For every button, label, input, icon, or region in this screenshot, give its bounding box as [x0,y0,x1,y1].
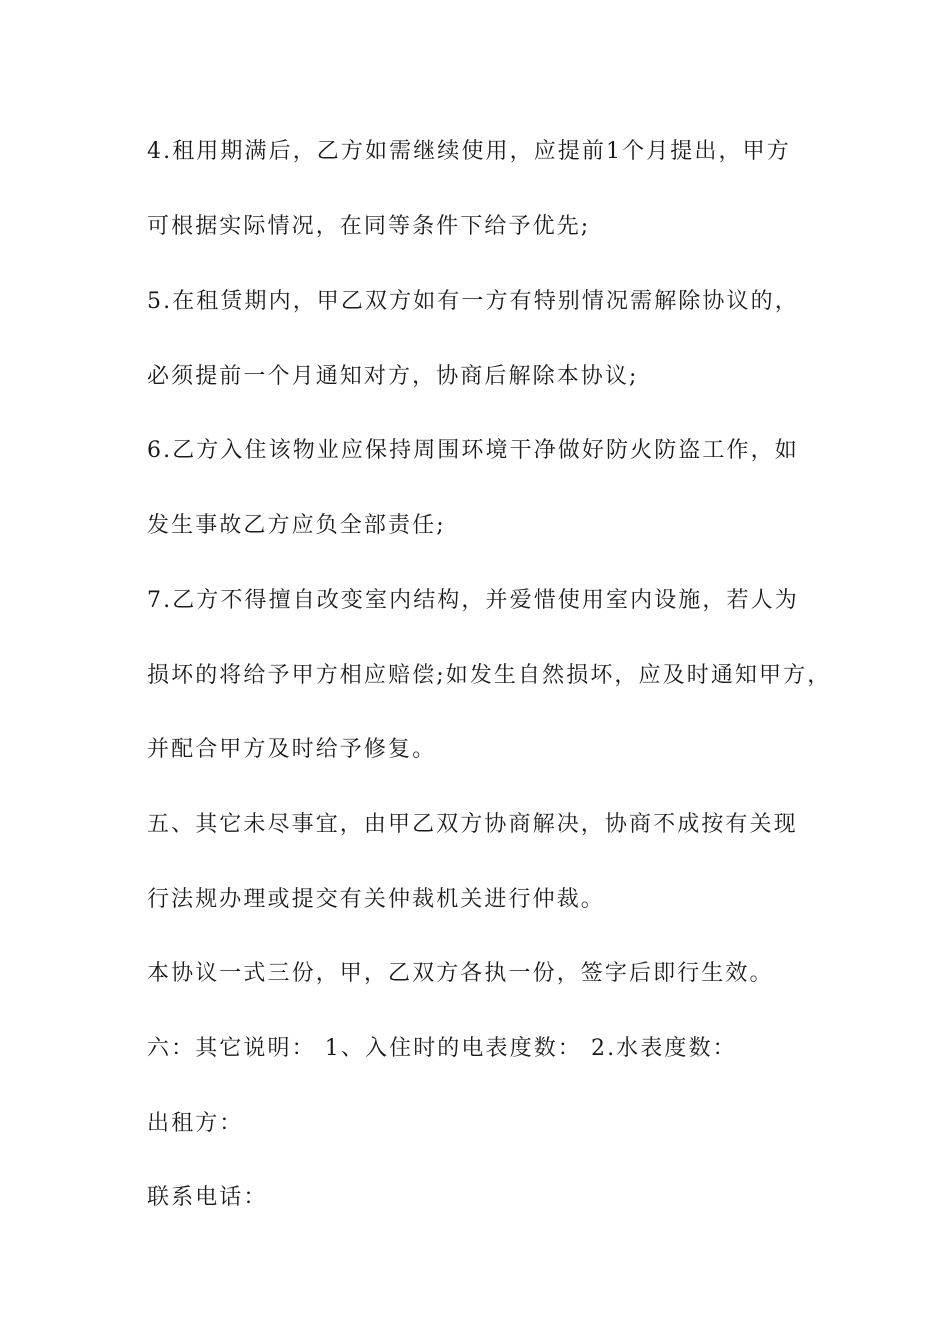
clause-7-line-3: 并配合甲方及时给予修复。 [147,737,437,762]
copies-statement: 本协议一式三份，甲，乙双方各执一份，签字后即行生效。 [147,961,774,986]
clause-7-line-1: 7.乙方不得擅自改变室内结构，并爱惜使用室内设施，若人为 [147,588,799,613]
clause-5-line-2: 必须提前一个月通知对方，协商后解除本协议; [147,364,639,389]
clause-6-line-2: 发生事故乙方应负全部责任; [147,513,446,538]
section-5-line-2: 行法规办理或提交有关仲裁机关进行仲裁。 [147,887,605,912]
lessor-label: 出租方： [147,1111,244,1136]
clause-4-line-2: 可根据实际情况，在同等条件下给予优先; [147,214,591,239]
clause-4-line-1: 4.租用期满后，乙方如需继续使用，应提前1个月提出，甲方 [147,139,791,164]
clause-6-line-1: 6.乙方入住该物业应保持周围环境干净做好防火防盗工作，如 [147,438,799,463]
section-6-other-notes: 六：其它说明： 1、入住时的电表度数： 2.水表度数： [147,1036,737,1061]
clause-5-line-1: 5.在租赁期内，甲乙双方如有一方有特别情况需解除协议的， [147,289,799,314]
section-5-line-1: 五、其它未尽事宜，由甲乙双方协商解决，协商不成按有关现 [147,812,798,837]
contact-phone-label: 联系电话： [147,1185,268,1210]
clause-7-line-2: 损坏的将给予甲方相应赔偿;如发生自然损坏，应及时通知甲方， [147,663,832,688]
